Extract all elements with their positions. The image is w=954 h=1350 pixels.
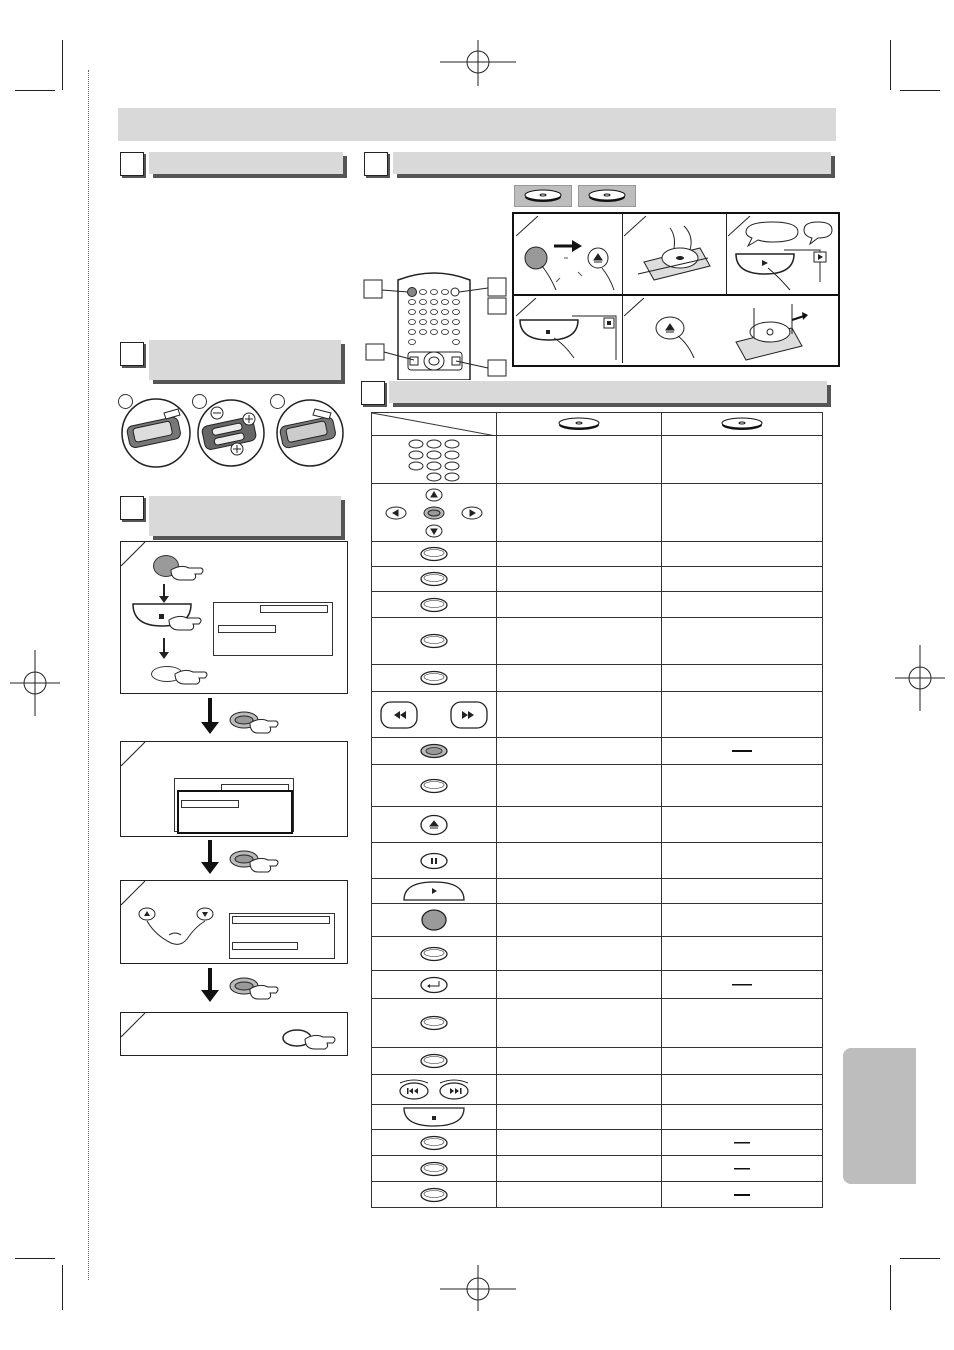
- oval-button-icon: [372, 665, 497, 692]
- stop-button-icon: [372, 1105, 497, 1130]
- eject-button-icon: [372, 807, 497, 843]
- enter-button-icon: [372, 738, 497, 765]
- table-row: [372, 807, 823, 843]
- pause-button-icon: [372, 843, 497, 879]
- up-down-buttons-with-hand-icon[interactable]: [133, 905, 223, 951]
- flow-arrow-2: [208, 840, 212, 864]
- arrow-down-icon: [158, 584, 170, 604]
- table-row: [372, 1048, 823, 1075]
- setup-step-1-panel: [120, 541, 348, 694]
- section-3-number: [120, 496, 144, 520]
- section-2-header: [149, 340, 341, 380]
- column-header-dvd: [497, 413, 662, 436]
- oval-button-icon: [372, 592, 497, 618]
- remote-control-illustration: [360, 264, 510, 380]
- menu-highlight-bar: [218, 625, 276, 633]
- return-button-icon: [372, 971, 497, 999]
- table-row: [372, 618, 823, 665]
- table-row: [372, 665, 823, 692]
- oval-button-icon: [372, 765, 497, 807]
- table-corner-cell: [372, 413, 497, 436]
- oval-button-icon: [372, 618, 497, 665]
- cd-disc-icon: [720, 417, 764, 431]
- battery-step-3-illustration: [275, 397, 345, 469]
- menu-title-bar: [232, 916, 330, 924]
- pointing-hand-icon: [167, 612, 203, 634]
- playback-step-5-illustration: [624, 298, 836, 362]
- battery-step-2-illustration: [197, 397, 265, 469]
- step-corner-mark: [121, 542, 149, 570]
- section-5-header: [389, 381, 827, 403]
- table-row: [372, 765, 823, 807]
- section-1-header: [149, 152, 343, 174]
- pointing-hand-icon: [169, 562, 205, 584]
- skip-buttons-icon: [372, 1075, 497, 1105]
- section-5-number: [361, 381, 385, 405]
- arrow-down-icon: [158, 638, 170, 660]
- table-row: [372, 1130, 823, 1156]
- enter-button-with-hand-icon[interactable]: [228, 975, 280, 1001]
- oval-button-icon: [372, 999, 497, 1048]
- cursor-buttons-icon: [372, 484, 497, 542]
- registration-mark-right: [895, 645, 945, 711]
- step-corner-mark: [121, 1013, 149, 1041]
- setup-submenu-highlight-frame: [177, 790, 293, 834]
- playback-step-2-illustration: [624, 216, 724, 292]
- disc-badge-cd: [578, 185, 636, 207]
- registration-mark-left: [10, 650, 60, 716]
- table-row: [372, 436, 823, 484]
- menu-highlight-bar: [232, 942, 298, 950]
- section-3-header: [149, 496, 341, 536]
- table-row: [372, 542, 823, 567]
- cd-disc-icon: [587, 189, 627, 203]
- oval-button-icon: [372, 937, 497, 971]
- not-available-dash: [734, 1193, 750, 1197]
- chapter-side-tab: [843, 1048, 916, 1184]
- play-button-icon: [372, 879, 497, 904]
- not-available-dash: [734, 1141, 750, 1145]
- setup-step-3-panel: [120, 880, 348, 964]
- not-available-dash: [734, 1167, 750, 1171]
- oval-button-icon: [372, 1156, 497, 1182]
- oval-button-icon: [372, 1048, 497, 1075]
- table-row: [372, 937, 823, 971]
- playback-steps-grid: [512, 212, 840, 367]
- enter-button-with-hand-icon[interactable]: [228, 709, 280, 735]
- setup-button-icon: [372, 904, 497, 937]
- oval-button-icon: [372, 542, 497, 567]
- table-row: [372, 1182, 823, 1208]
- setup-step-2-panel: [120, 741, 348, 837]
- table-row: [372, 484, 823, 542]
- table-row: [372, 1105, 823, 1130]
- table-row: [372, 1075, 823, 1105]
- function-table: [371, 412, 823, 1208]
- table-row: [372, 999, 823, 1048]
- section-1-number: [120, 152, 144, 176]
- menu-highlight-bar: [181, 800, 239, 808]
- oval-button-icon: [372, 1182, 497, 1208]
- table-row: [372, 904, 823, 937]
- setup-step-4-panel: [120, 1012, 348, 1056]
- pointing-hand-icon: [173, 666, 209, 688]
- not-available-dash: [732, 749, 752, 753]
- playback-step-4-illustration: [516, 298, 620, 362]
- number-buttons-icon: [372, 436, 497, 484]
- table-row: [372, 879, 823, 904]
- dvd-disc-icon: [523, 189, 563, 203]
- table-row: [372, 1156, 823, 1182]
- table-row: [372, 738, 823, 765]
- table-row: [372, 971, 823, 999]
- battery-step-1-illustration: [120, 397, 192, 469]
- setup-menu-screen: [213, 602, 333, 656]
- table-row: [372, 592, 823, 618]
- section-2-number: [120, 342, 144, 366]
- table-row: [372, 692, 823, 738]
- table-row: [372, 567, 823, 592]
- table-row: [372, 843, 823, 879]
- section-4-header: [393, 152, 831, 174]
- dotted-fold-line: [88, 70, 89, 1280]
- rewind-fast-forward-buttons-icon: [372, 692, 497, 738]
- disc-badge-dvd: [514, 185, 572, 207]
- playback-step-3-illustration: [728, 216, 836, 292]
- page-header-bar: [118, 108, 836, 141]
- playback-step-1-illustration: [516, 216, 620, 292]
- oval-button-icon: [372, 567, 497, 592]
- section-4-number: [364, 152, 388, 176]
- setup-exit-button-with-hand-icon[interactable]: [281, 1027, 343, 1051]
- flow-arrow-3: [208, 968, 212, 992]
- flow-arrow-1: [208, 698, 212, 724]
- column-header-cd: [662, 413, 823, 436]
- oval-button-icon: [372, 1130, 497, 1156]
- step-corner-mark: [121, 742, 149, 770]
- enter-button-with-hand-icon[interactable]: [228, 848, 280, 874]
- setup-options-screen: [229, 913, 335, 959]
- registration-mark-bottom: [440, 1265, 516, 1311]
- menu-title-bar: [260, 605, 328, 613]
- registration-mark-top: [440, 40, 516, 86]
- dvd-disc-icon: [557, 417, 601, 431]
- not-available-dash: [732, 983, 752, 987]
- table-header-row: [372, 413, 823, 436]
